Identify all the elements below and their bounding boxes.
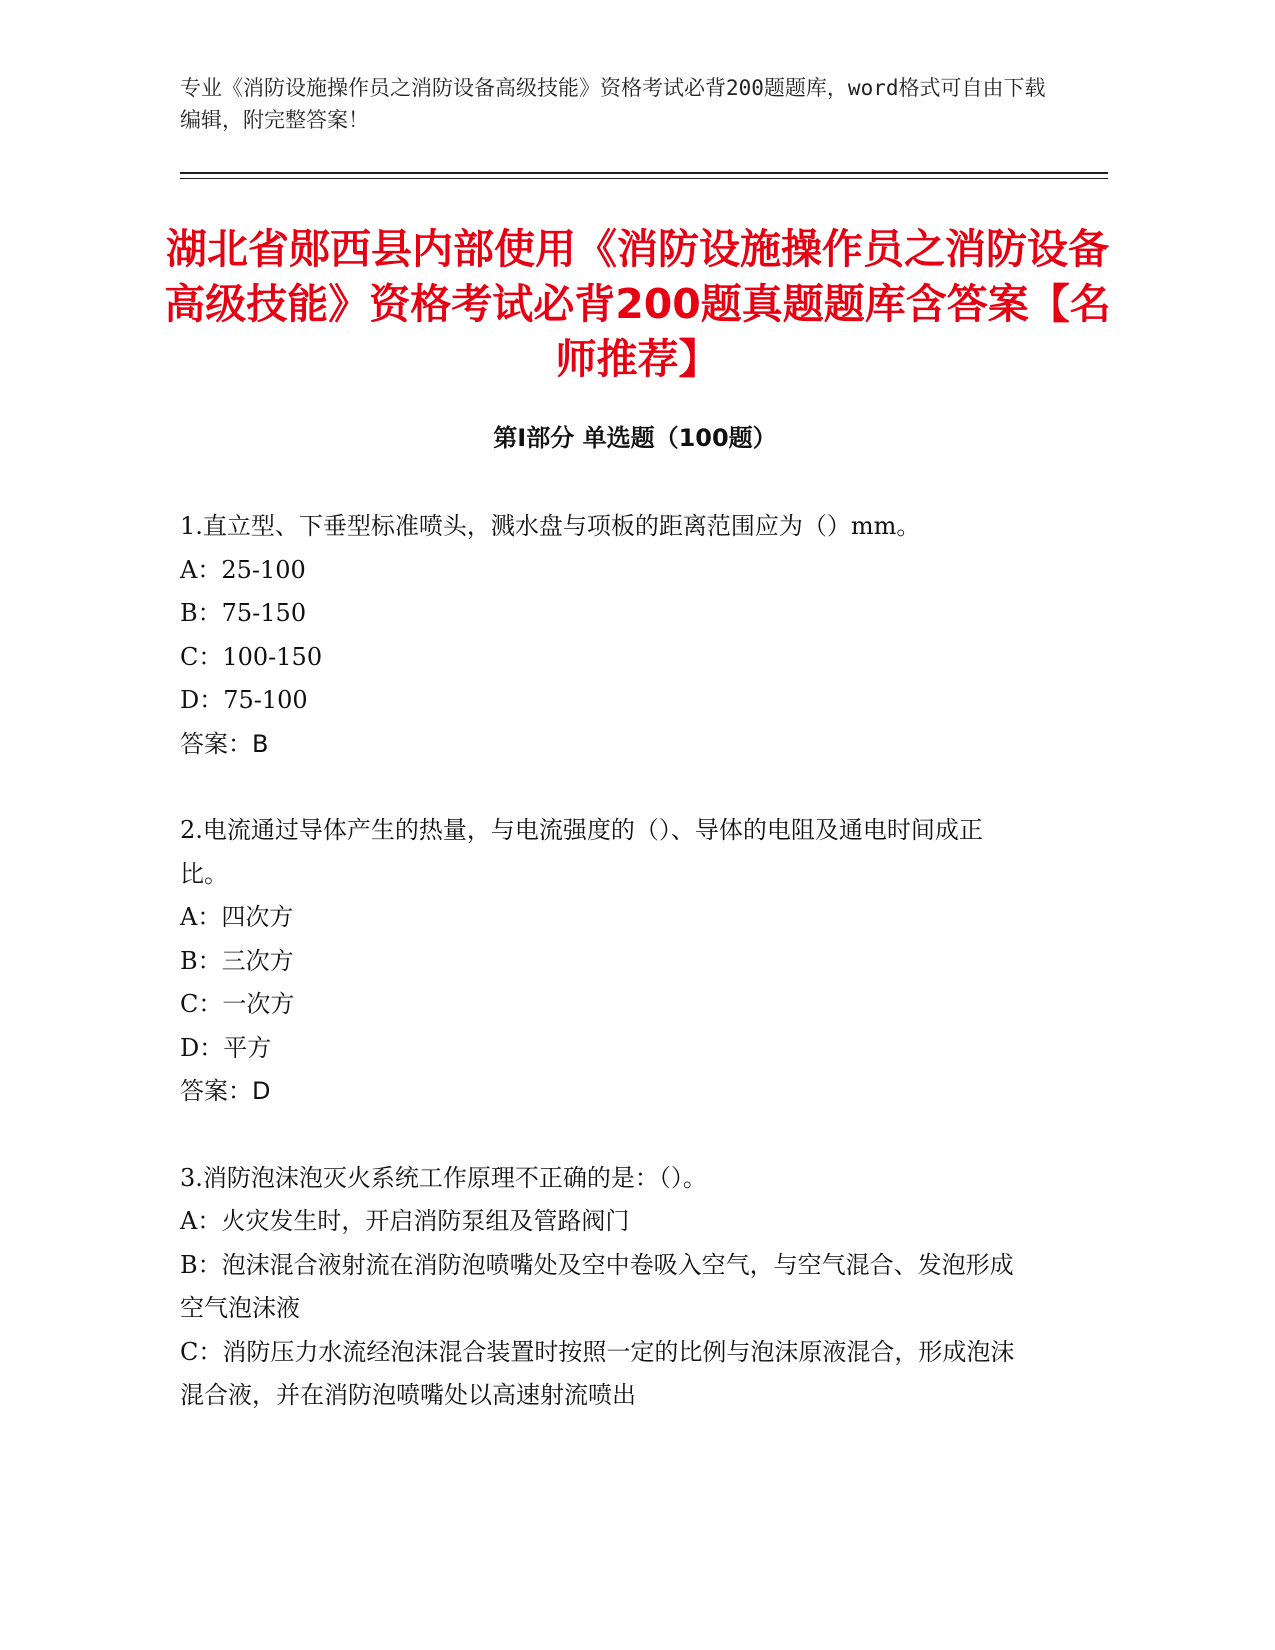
question-stem: 1.直立型、下垂型标准喷头，溅水盘与项板的距离范围应为（）mm。 [180, 512, 921, 540]
question-stem: 3.消防泡沫泡灭火系统工作原理不正确的是：（）。 [180, 1163, 707, 1192]
header-divider-thin [180, 178, 1108, 179]
question-item [180, 809, 1020, 1114]
question-stem: 2.电流通过导体产生的热量，与电流强度的（）、导体的电阻及通电时间成正比。 [180, 816, 983, 888]
option-c: C：消防压力水流经泡沫混合装置时按照一定的比例与泡沫原液混合，形成泡沫混合液，并在消防泡喷嘴处以高速射流喷出 [180, 1337, 1015, 1409]
option-d: D：平方 [180, 1033, 272, 1062]
option-c: C：一次方 [180, 990, 295, 1018]
option-c: C：100-150 [180, 642, 323, 671]
option-b: B：三次方 [180, 946, 294, 975]
question-item [180, 505, 1020, 766]
question-list [180, 505, 1020, 1461]
option-b: B：泡沫混合液射流在消防泡喷嘴处及空中卷吸入空气，与空气混合、发泡形成空气泡沫液 [180, 1250, 1014, 1322]
option-a: A：四次方 [180, 903, 294, 931]
document-title: 湖北省郧西县内部使用《消防设施操作员之消防设备高级技能》资格考试必背200题真题题库含答案【名师推荐】 [164, 225, 1111, 383]
answer-line: 答案：D [180, 1077, 271, 1105]
option-a: A：火灾发生时，开启消防泵组及管路阀门 [180, 1207, 630, 1235]
answer-line: 答案：B [180, 729, 269, 758]
option-b: B：75-150 [180, 599, 307, 627]
header-divider-thick [180, 172, 1108, 174]
question-item [180, 1157, 1020, 1418]
option-d: D：75-100 [180, 686, 308, 714]
section-heading: 第Ⅰ部分 单选题（100题） [493, 424, 777, 452]
option-a: A：25-100 [180, 555, 306, 584]
header-note: 专业《消防设施操作员之消防设备高级技能》资格考试必背200题题库，word格式可自由下载编辑，附完整答案！ [180, 76, 1046, 132]
